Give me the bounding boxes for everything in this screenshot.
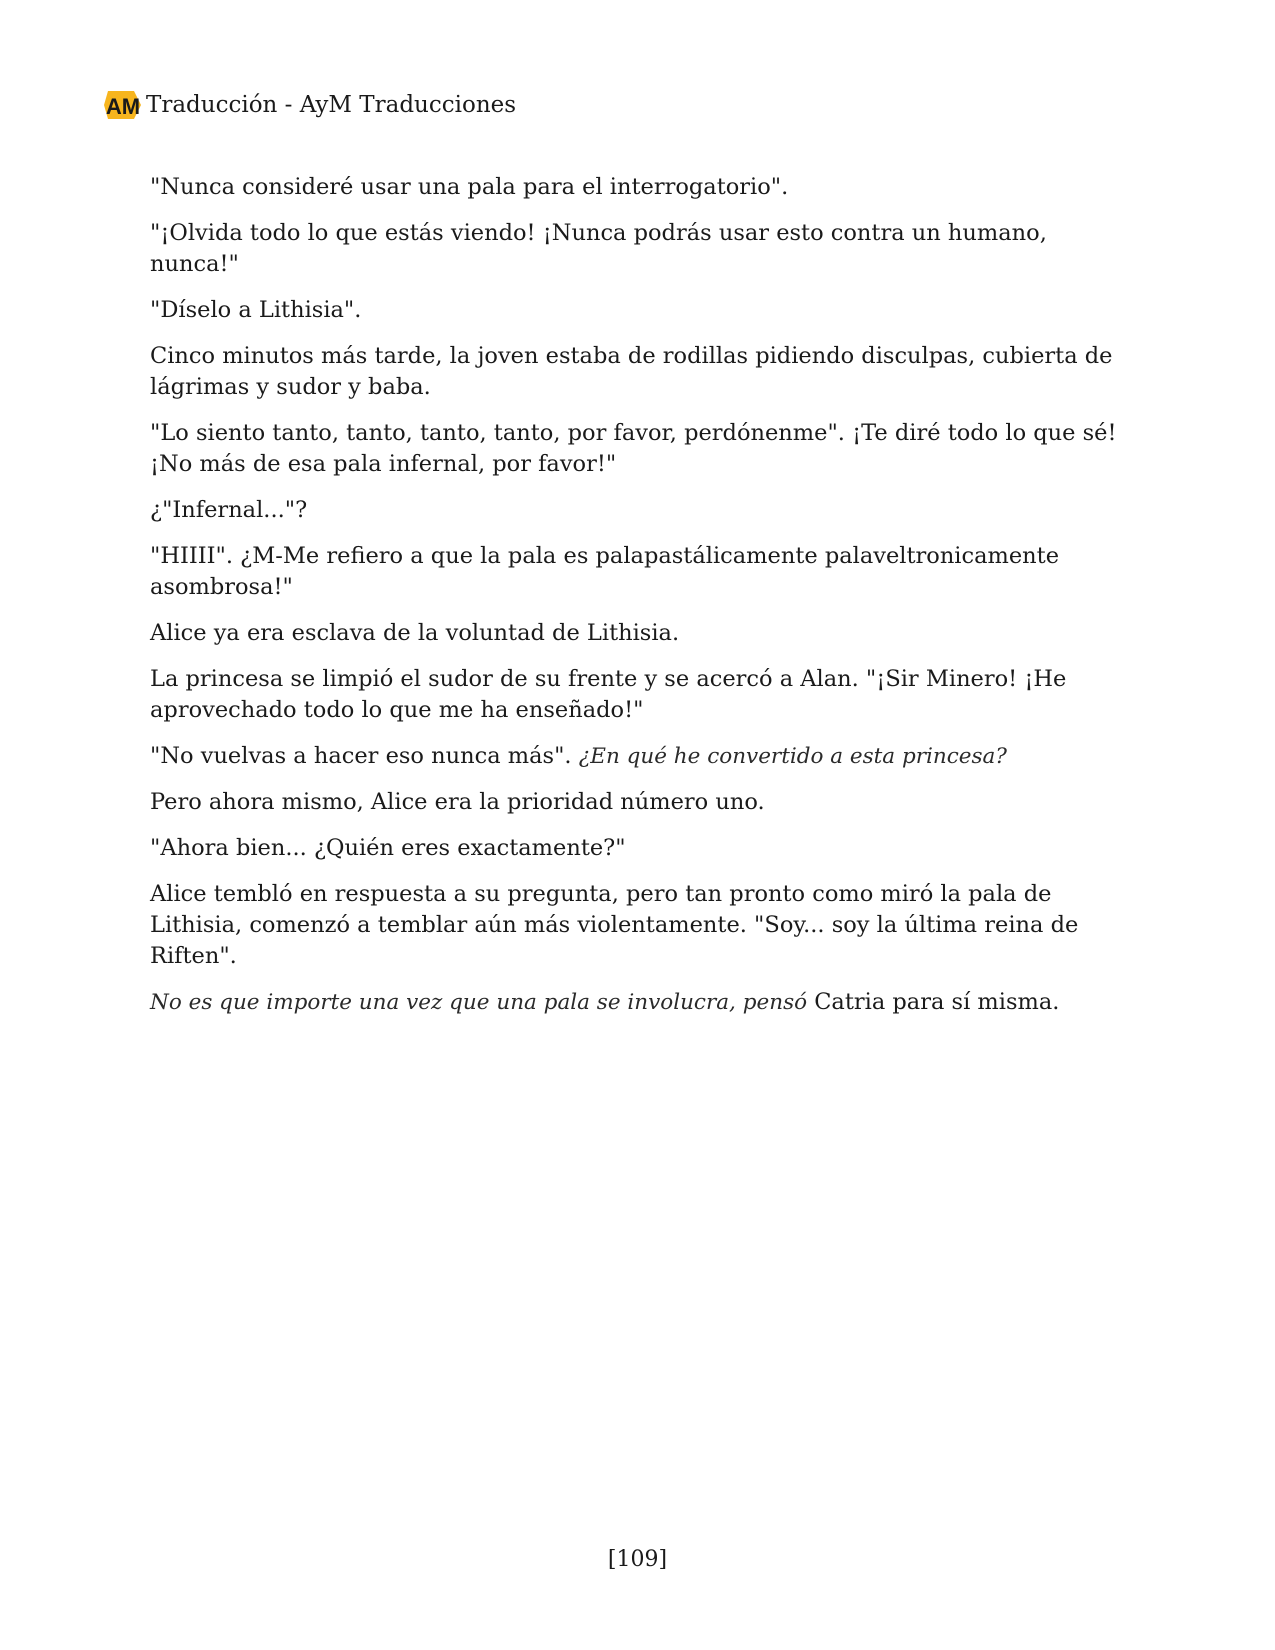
- text-run: Alice ya era esclava de la voluntad de Lithisia.: [150, 620, 680, 646]
- page-number: [109]: [607, 1547, 668, 1572]
- text-run: Cinco minutos más tarde, la joven estaba de rodillas pidiendo disculpas, cubierta de lágrimas y sudor y baba.: [150, 343, 1113, 400]
- text-run: "Ahora bien... ¿Quién eres exactamente?": [150, 835, 626, 861]
- text-run: "¡Olvida todo lo que estás viendo! ¡Nunca podrás usar esto contra un humano, nunca!": [150, 220, 1047, 277]
- paragraph: [150, 295, 1130, 326]
- header-title: Traducción - AyM Traducciones: [146, 92, 517, 118]
- aym-logo-icon: [104, 89, 142, 121]
- text-run: Catria para sí misma.: [807, 989, 1060, 1015]
- text-run: "Díselo a Lithisia".: [150, 297, 362, 323]
- paragraph: [150, 879, 1130, 972]
- paragraph: [150, 418, 1130, 480]
- paragraph: [150, 833, 1130, 864]
- paragraph: [150, 987, 1130, 1018]
- paragraph: [150, 618, 1130, 649]
- italic-text: ¿En qué he convertido a esta princesa?: [578, 744, 1007, 769]
- text-run: "HIIII". ¿M-Me refiero a que la pala es palapastálicamente palaveltronicamente asombrosa!": [150, 543, 1060, 600]
- italic-text: No es que importe una vez que una pala se involucra, pensó: [150, 990, 808, 1015]
- paragraph: [150, 341, 1130, 403]
- paragraph: [150, 664, 1130, 726]
- paragraph: [150, 495, 1130, 526]
- text-run: "No vuelvas a hacer eso nunca más".: [150, 743, 579, 769]
- text-run: La princesa se limpió el sudor de su frente y se acercó a Alan. "¡Sir Minero! ¡He aprovechado todo lo que me ha enseñado!": [150, 666, 1067, 723]
- text-run: Alice tembló en respuesta a su pregunta, pero tan pronto como miró la pala de Lithisia, comenzó a temblar aún más violentamente. "Soy... soy la última reina de Riften".: [150, 881, 1079, 969]
- text-run: "Lo siento tanto, tanto, tanto, tanto, por favor, perdónenme". ¡Te diré todo lo que sé! ¡No más de esa pala infernal, por favor!": [150, 420, 1117, 477]
- text-run: ¿"Infernal..."?: [150, 497, 308, 523]
- body-text: [150, 172, 1130, 1033]
- paragraph: [150, 218, 1130, 280]
- logo-letters: AM: [105, 94, 141, 119]
- text-run: "Nunca consideré usar una pala para el interrogatorio".: [150, 174, 789, 200]
- text-run: Pero ahora mismo, Alice era la prioridad número uno.: [150, 789, 765, 815]
- page-header: [104, 88, 516, 122]
- paragraph: [150, 172, 1130, 203]
- paragraph: [150, 541, 1130, 603]
- paragraph: [150, 787, 1130, 818]
- paragraph: [150, 741, 1130, 772]
